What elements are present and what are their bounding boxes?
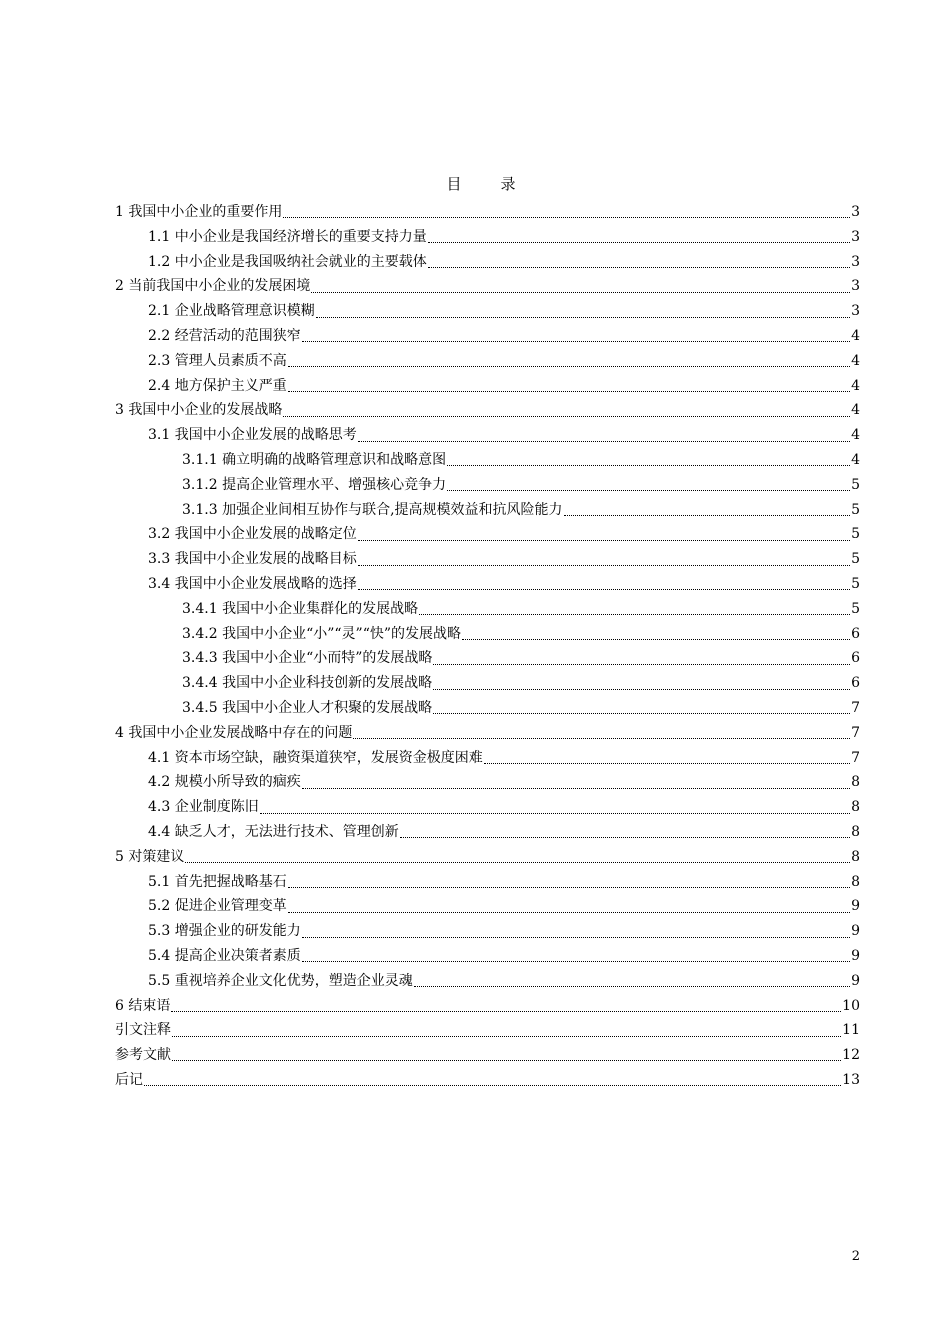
toc-entry-page: 4 xyxy=(851,327,860,344)
dot-leader xyxy=(311,291,850,293)
toc-entry-label: 2.3 管理人员素质不高 xyxy=(148,352,287,369)
toc-entry-page: 4 xyxy=(851,377,860,394)
toc-entry[interactable] xyxy=(115,696,860,721)
toc-entry-page: 5 xyxy=(851,501,860,518)
toc-entry-label: 3.4.1 我国中小企业集群化的发展战略 xyxy=(182,600,419,617)
toc-entry-page: 5 xyxy=(851,526,860,543)
dot-leader xyxy=(260,812,850,814)
toc-entry-page: 4 xyxy=(851,451,860,468)
toc-entry[interactable] xyxy=(115,721,860,746)
toc-entry-page: 4 xyxy=(851,352,860,369)
toc-entry-label: 3.4.3 我国中小企业“小而特”的发展战略 xyxy=(182,650,433,667)
toc-entry-page: 9 xyxy=(851,972,860,989)
toc-entry[interactable] xyxy=(115,746,860,771)
toc-entry[interactable] xyxy=(115,646,860,671)
toc-entry[interactable] xyxy=(115,919,860,944)
dot-leader xyxy=(302,936,850,938)
toc-entry-page: 6 xyxy=(851,625,860,642)
toc-entry-label: 3.4.5 我国中小企业人才积聚的发展战略 xyxy=(182,699,433,716)
toc-entry-label: 4.3 企业制度陈旧 xyxy=(148,799,259,816)
toc-entry[interactable] xyxy=(115,770,860,795)
dot-leader xyxy=(433,712,850,714)
dot-leader xyxy=(353,737,850,739)
toc-entry-page: 3 xyxy=(851,204,860,220)
dot-leader xyxy=(358,539,850,541)
toc-entry-page: 12 xyxy=(842,1047,860,1064)
toc-entry-page: 5 xyxy=(851,600,860,617)
toc-entry[interactable] xyxy=(115,547,860,572)
toc-entry-label: 2 当前我国中小企业的发展困境 xyxy=(115,278,311,295)
toc-entry-page: 13 xyxy=(842,1071,860,1088)
dot-leader xyxy=(358,564,850,566)
dot-leader xyxy=(433,663,850,665)
toc-entry[interactable] xyxy=(115,671,860,696)
dot-leader xyxy=(144,1084,841,1086)
toc-entry[interactable] xyxy=(115,1018,860,1043)
dot-leader xyxy=(185,861,850,863)
toc-entry[interactable] xyxy=(115,324,860,349)
toc-entry[interactable] xyxy=(115,870,860,895)
toc-entry[interactable] xyxy=(115,225,860,250)
toc-entry[interactable] xyxy=(115,398,860,423)
toc-entry-page: 7 xyxy=(851,749,860,766)
toc-entry[interactable] xyxy=(115,1068,860,1093)
toc-entry-page: 3 xyxy=(851,303,860,320)
toc-entry-page: 3 xyxy=(851,253,860,270)
toc-entry-page: 6 xyxy=(851,675,860,692)
table-of-contents xyxy=(115,200,860,1093)
toc-entry-label: 参考文献 xyxy=(115,1047,171,1064)
dot-leader xyxy=(172,1035,841,1037)
dot-leader xyxy=(171,1010,841,1012)
dot-leader xyxy=(283,415,850,417)
dot-leader xyxy=(288,886,850,888)
dot-leader xyxy=(484,762,850,764)
toc-entry-label: 6 结束语 xyxy=(115,997,171,1014)
toc-entry-label: 3.4 我国中小企业发展战略的选择 xyxy=(148,575,357,592)
toc-entry[interactable] xyxy=(115,200,860,225)
toc-entry[interactable] xyxy=(115,374,860,399)
toc-entry-label: 2.4 地方保护主义严重 xyxy=(148,377,287,394)
toc-entry-page: 8 xyxy=(851,873,860,890)
toc-entry[interactable] xyxy=(115,448,860,473)
toc-entry-label: 4.1 资本市场空缺，融资渠道狭窄，发展资金极度困难 xyxy=(148,749,483,766)
toc-entry-label: 2.2 经营活动的范围狭窄 xyxy=(148,327,301,344)
toc-entry-page: 9 xyxy=(851,923,860,940)
toc-entry-label: 3.1.2 提高企业管理水平、增强核心竞争力 xyxy=(182,476,447,493)
toc-entry[interactable] xyxy=(115,944,860,969)
toc-entry[interactable] xyxy=(115,845,860,870)
toc-entry-label: 5.5 重视培养企业文化优势，塑造企业灵魂 xyxy=(148,972,413,989)
toc-entry-label: 2.1 企业战略管理意识模糊 xyxy=(148,303,315,320)
toc-entry[interactable] xyxy=(115,994,860,1019)
toc-entry[interactable] xyxy=(115,969,860,994)
toc-entry-page: 4 xyxy=(851,402,860,419)
dot-leader xyxy=(400,836,850,838)
toc-entry-label: 3.1.1 确立明确的战略管理意识和战略意图 xyxy=(182,451,447,468)
toc-entry-page: 11 xyxy=(842,1022,860,1039)
dot-leader xyxy=(302,960,850,962)
toc-entry-label: 4.2 规模小所导致的痼疾 xyxy=(148,774,301,791)
toc-entry[interactable] xyxy=(115,894,860,919)
dot-leader xyxy=(358,588,850,590)
dot-leader xyxy=(288,911,850,913)
toc-entry-page: 7 xyxy=(851,699,860,716)
toc-title: 目 录 xyxy=(446,175,528,193)
toc-entry-label: 3 我国中小企业的发展战略 xyxy=(115,402,283,419)
toc-entry-label: 5.1 首先把握战略基石 xyxy=(148,873,287,890)
toc-entry-page: 8 xyxy=(851,823,860,840)
toc-entry[interactable] xyxy=(115,795,860,820)
toc-entry-label: 5.2 促进企业管理变革 xyxy=(148,898,287,915)
toc-entry-page: 10 xyxy=(842,997,860,1014)
page-number: 2 xyxy=(851,1249,860,1264)
toc-entry-label: 3.4.4 我国中小企业科技创新的发展战略 xyxy=(182,675,433,692)
toc-entry[interactable] xyxy=(115,423,860,448)
toc-entry-label: 1.2 中小企业是我国吸纳社会就业的主要载体 xyxy=(148,253,427,270)
toc-entry[interactable] xyxy=(115,622,860,647)
dot-leader xyxy=(302,787,850,789)
toc-entry-label: 4 我国中小企业发展战略中存在的问题 xyxy=(115,724,353,741)
toc-entry-label: 1.1 中小企业是我国经济增长的重要支持力量 xyxy=(148,228,427,245)
toc-entry-page: 4 xyxy=(851,427,860,444)
toc-entry-page: 9 xyxy=(851,947,860,964)
dot-leader xyxy=(358,440,850,442)
toc-entry[interactable] xyxy=(115,1043,860,1068)
toc-entry[interactable] xyxy=(115,274,860,299)
dot-leader xyxy=(288,365,850,367)
toc-entry-page: 8 xyxy=(851,774,860,791)
dot-leader xyxy=(283,216,850,218)
toc-entry-page: 9 xyxy=(851,898,860,915)
toc-entry[interactable] xyxy=(115,473,860,498)
toc-entry-label: 3.1.3 加强企业间相互协作与联合,提高规模效益和抗风险能力 xyxy=(182,501,563,518)
dot-leader xyxy=(288,390,850,392)
dot-leader xyxy=(447,464,850,466)
toc-entry-page: 3 xyxy=(851,228,860,245)
toc-entry-label: 5.4 提高企业决策者素质 xyxy=(148,947,301,964)
dot-leader xyxy=(414,985,850,987)
dot-leader xyxy=(428,241,850,243)
toc-entry[interactable] xyxy=(115,250,860,275)
dot-leader xyxy=(172,1059,841,1061)
toc-entry[interactable] xyxy=(115,299,860,324)
toc-entry[interactable] xyxy=(115,572,860,597)
toc-entry-label: 3.2 我国中小企业发展的战略定位 xyxy=(148,526,357,543)
dot-leader xyxy=(433,688,850,690)
toc-entry[interactable] xyxy=(115,820,860,845)
toc-entry-label: 5 对策建议 xyxy=(115,848,185,865)
toc-entry-page: 7 xyxy=(851,724,860,741)
dot-leader xyxy=(428,266,850,268)
toc-entry[interactable] xyxy=(115,349,860,374)
dot-leader xyxy=(564,514,851,516)
toc-entry-label: 3.4.2 我国中小企业“小”“灵”“快”的发展战略 xyxy=(182,625,462,642)
toc-entry[interactable] xyxy=(115,522,860,547)
toc-entry-label: 3.1 我国中小企业发展的战略思考 xyxy=(148,427,357,444)
dot-leader xyxy=(447,489,850,491)
dot-leader xyxy=(316,316,850,318)
toc-entry-page: 8 xyxy=(851,848,860,865)
toc-entry-label: 5.3 增强企业的研发能力 xyxy=(148,923,301,940)
toc-entry[interactable] xyxy=(115,597,860,622)
toc-entry-page: 6 xyxy=(851,650,860,667)
dot-leader xyxy=(302,340,850,342)
toc-entry-page: 5 xyxy=(851,575,860,592)
toc-entry-label: 1 我国中小企业的重要作用 xyxy=(115,204,283,220)
toc-entry-label: 引文注释 xyxy=(115,1022,171,1039)
toc-entry-label: 4.4 缺乏人才，无法进行技术、管理创新 xyxy=(148,823,399,840)
toc-entry-page: 5 xyxy=(851,476,860,493)
toc-entry-label: 3.3 我国中小企业发展的战略目标 xyxy=(148,551,357,568)
toc-entry-page: 3 xyxy=(851,278,860,295)
dot-leader xyxy=(419,613,850,615)
toc-entry-page: 5 xyxy=(851,551,860,568)
toc-entry[interactable] xyxy=(115,498,860,523)
dot-leader xyxy=(462,638,850,640)
toc-entry-label: 后记 xyxy=(115,1071,143,1088)
toc-entry-page: 8 xyxy=(851,799,860,816)
